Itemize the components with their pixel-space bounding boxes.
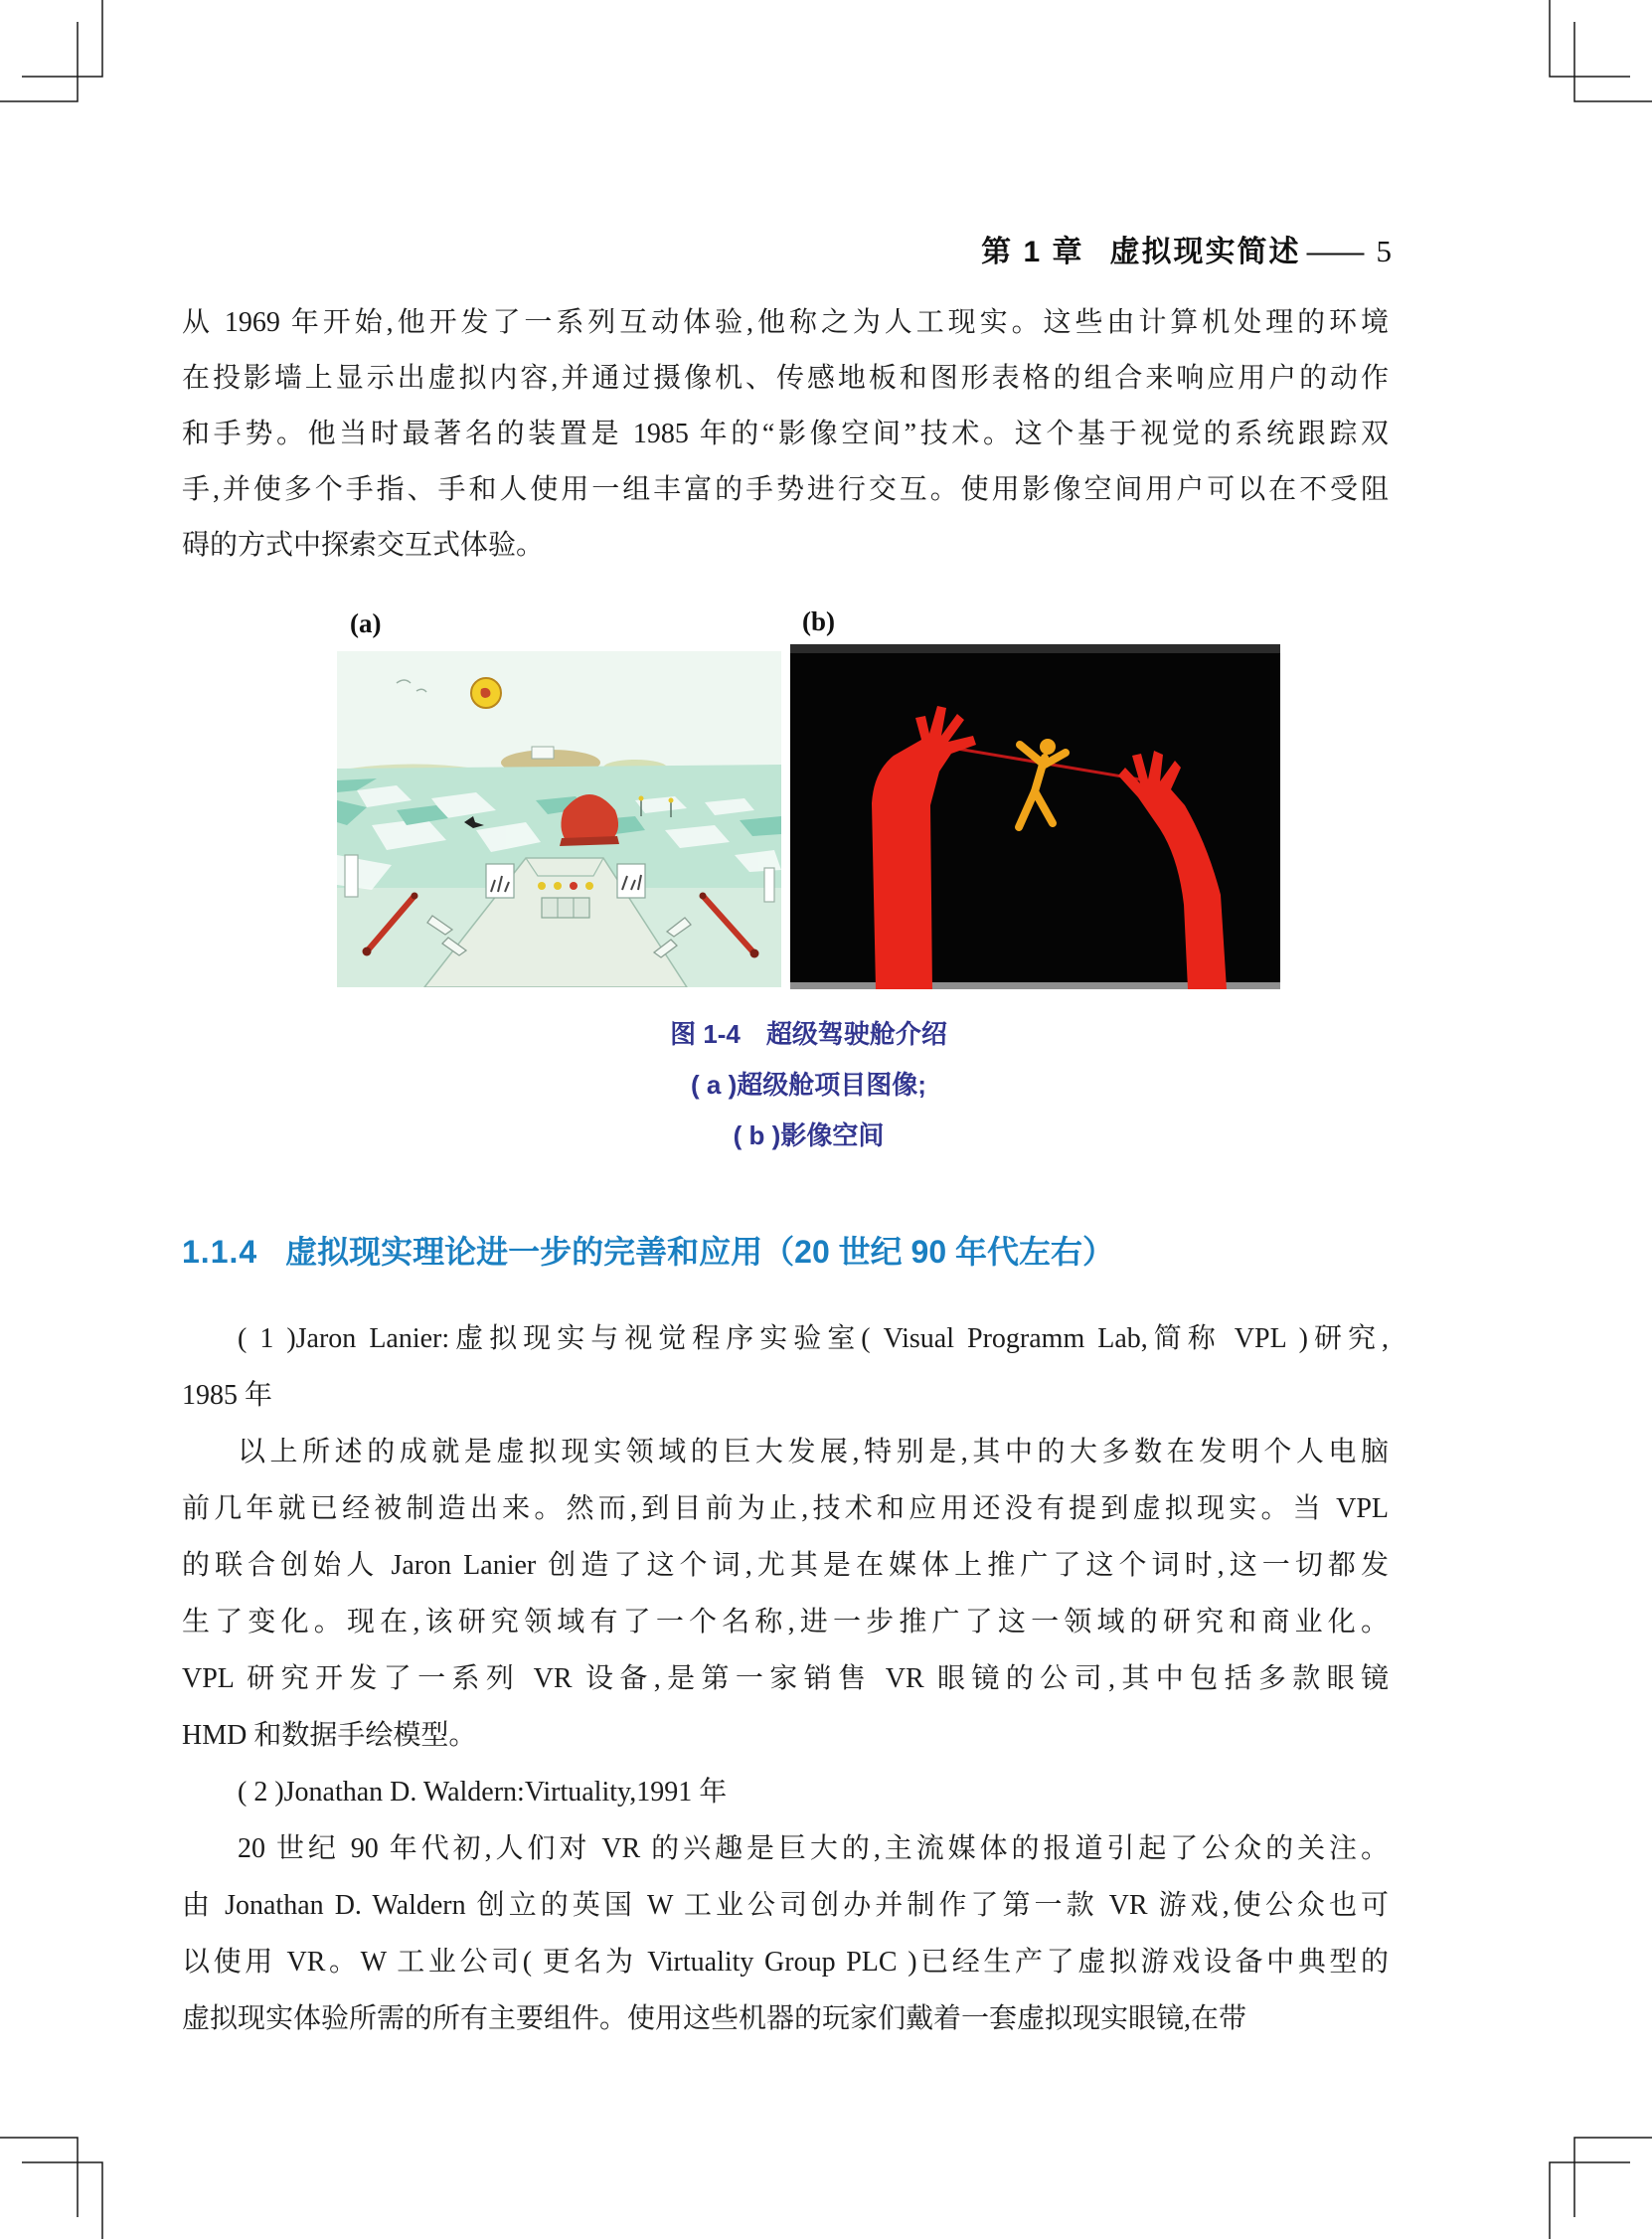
figure-caption-b: ( b )影像空间 — [733, 1120, 885, 1150]
paragraph-vpl — [182, 1424, 1389, 1764]
text-line: 从 1969 年开始,他开发了一系列互动体验,他称之为人工现实。这些由计算机处理的环境 — [182, 307, 1389, 338]
text-line: 手,并使多个手指、手和人使用一组丰富的手势进行交互。使用影像空间用户可以在不受阻 — [182, 474, 1389, 505]
chapter-label: 第 1 章 — [981, 236, 1084, 268]
text-line: ( 2 )Jonathan D. Waldern:Virtuality,1991 年 — [238, 1777, 728, 1808]
figure-image-a — [337, 651, 781, 987]
intro-paragraph — [182, 295, 1389, 574]
figure-label-b: (b) — [802, 606, 835, 636]
figure-image-b — [790, 644, 1280, 989]
text-line: HMD 和数据手绘模型。 — [182, 1720, 477, 1751]
text-line: 生了变化。现在,该研究领域有了一个名称,进一步推广了这一领域的研究和商业化。 — [182, 1607, 1389, 1637]
text-line: 前几年就已经被制造出来。然而,到目前为止,技术和应用还没有提到虚拟现实。当 VPL — [182, 1493, 1389, 1524]
text-line: VPL 研究开发了一系列 VR 设备,是第一家销售 VR 眼镜的公司,其中包括多款眼镜 — [182, 1663, 1389, 1694]
text-line: 在投影墙上显示出虚拟内容,并通过摄像机、传感地板和图形表格的组合来响应用户的动作 — [182, 363, 1389, 394]
paragraph-virtuality — [182, 1820, 1389, 2047]
section-number: 1.1.4 — [182, 1234, 258, 1270]
text-line: 碍的方式中探索交互式体验。 — [182, 530, 545, 561]
section-title: 虚拟现实理论进一步的完善和应用（20 世纪 90 年代左右） — [285, 1234, 1115, 1270]
body-text — [182, 1310, 1389, 2047]
text-line: 以使用 VR。W 工业公司( 更名为 Virtuality Group PLC )已经生产了虚拟游戏设备中典型的 — [182, 1947, 1389, 1978]
paragraph-jaron-lanier — [182, 1310, 1389, 1424]
figure-caption — [337, 1009, 1280, 1161]
text-line: 虚拟现实体验所需的所有主要组件。使用这些机器的玩家们戴着一套虚拟现实眼镜,在带 — [182, 2003, 1247, 2034]
text-line: 以上所述的成就是虚拟现实领域的巨大发展,特别是,其中的大多数在发明个人电脑 — [238, 1437, 1389, 1467]
text-line: 和手势。他当时最著名的装置是 1985 年的“影像空间”技术。这个基于视觉的系统跟踪双 — [182, 419, 1389, 449]
text-line: 由 Jonathan D. Waldern 创立的英国 W 工业公司创办并制作了第一款 VR 游戏,使公众也可 — [182, 1890, 1389, 1921]
figure-label-a: (a) — [350, 608, 382, 638]
page-number: 5 — [1376, 234, 1392, 268]
figure-caption-a: ( a )超级舱项目图像; — [691, 1070, 926, 1100]
page-header — [981, 227, 1392, 270]
paragraph-waldern-heading — [182, 1764, 1389, 1820]
section-heading — [182, 1227, 1114, 1273]
figure-caption-title: 图 1-4 超级驾驶舱介绍 — [670, 1019, 947, 1049]
text-line: 的联合创始人 Jaron Lanier 创造了这个词,尤其是在媒体上推广了这个词时,这一切都发 — [182, 1550, 1389, 1581]
text-line: 1985 年 — [182, 1380, 273, 1411]
text-line: ( 1 )Jaron Lanier:虚拟现实与视觉程序实验室( Visual Programm Lab,简称 VPL )研究, — [238, 1323, 1389, 1354]
chapter-title: 虚拟现实简述 — [1109, 236, 1301, 268]
text-line: 20 世纪 90 年代初,人们对 VR 的兴趣是巨大的,主流媒体的报道引起了公众的关注。 — [238, 1833, 1389, 1864]
header-dash: —— — [1306, 236, 1363, 268]
